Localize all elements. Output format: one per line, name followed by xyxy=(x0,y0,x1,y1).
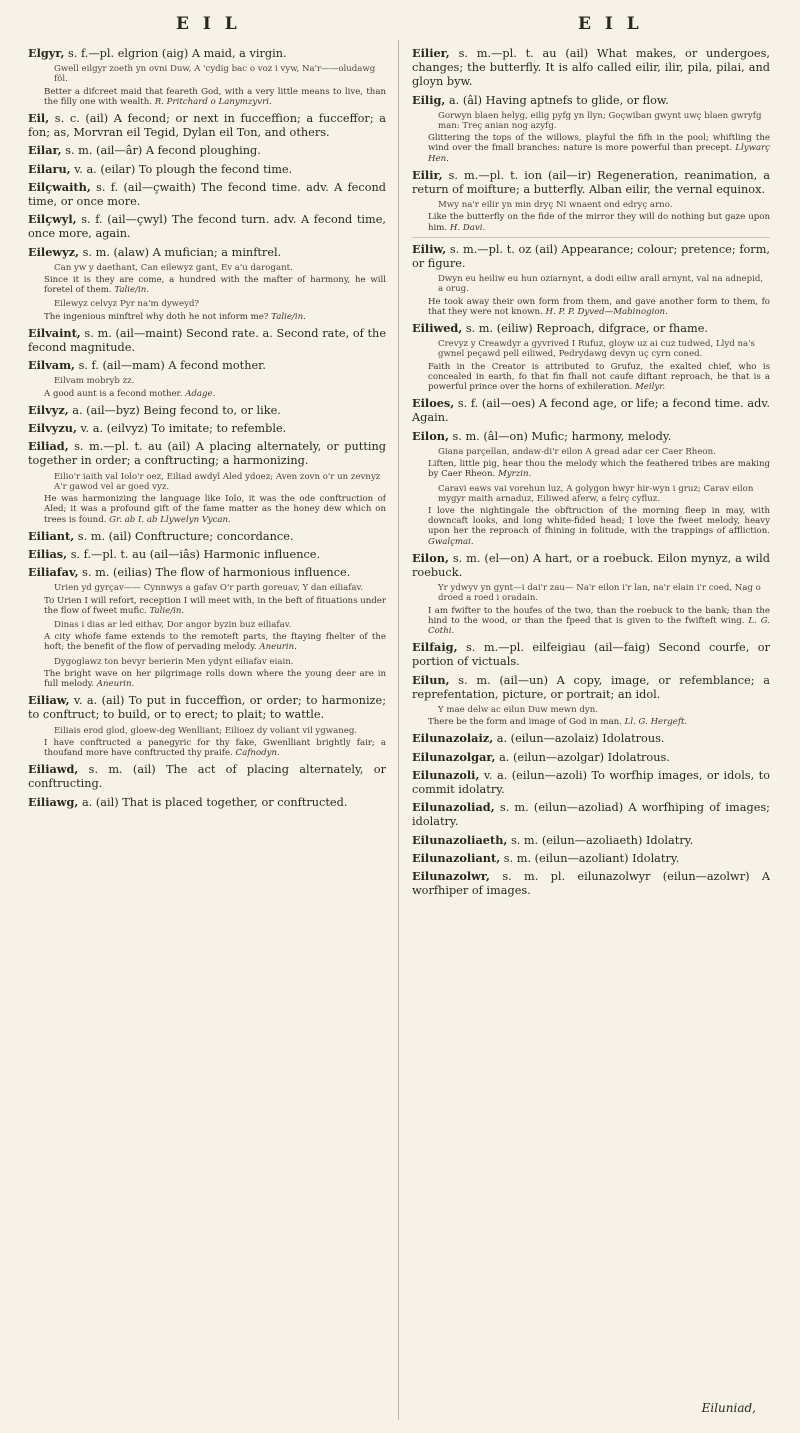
translation xyxy=(44,275,386,295)
headword: Eilias, xyxy=(28,546,68,561)
definition: s. c. (ail) A fecond; or next in fucceffion; a fucceffor; a fon; as, Morvran eil Tegid, Dylan eil Ton, and others. xyxy=(28,112,386,140)
dictionary-entry xyxy=(412,93,770,108)
headword: Eilvam, xyxy=(28,358,75,373)
welsh-quotation: Dygoglawz ton bevyr berierin Men ydynt eiliafav eiain. xyxy=(54,656,294,667)
dictionary-entry xyxy=(28,762,386,791)
headword: Eiliawg, xyxy=(28,794,79,809)
translation xyxy=(44,389,386,399)
separator-rule xyxy=(412,237,770,238)
definition: s. m. (alaw) A mufician; a minftrel. xyxy=(82,245,282,259)
headword: Eilvaint, xyxy=(28,325,81,340)
dictionary-entry xyxy=(28,693,386,722)
definition: v. a. (eilvyz) To imitate; to refemble. xyxy=(80,422,287,436)
headword: Eiliafav, xyxy=(28,565,79,580)
quotation-source: Adage. xyxy=(185,388,216,399)
dictionary-entry xyxy=(28,245,386,260)
translation xyxy=(44,596,386,616)
dictionary-entry xyxy=(412,750,770,765)
quotation-source: Gr. ab I. ab Llywelyn Vycan. xyxy=(109,514,231,525)
dictionary-entry xyxy=(28,180,386,209)
welsh-quotation: Eilio'r iaith val Iolo'r oez, Eiliad awdyl Aled ydoez; Aven zovn o'r un zevnyz A'r gawod vel ar goed vyz. xyxy=(54,471,381,492)
translation-text: He was harmonizing the language like Iolo, it was the ode conftruction of Aled; it was a profound gift of the fame matter as the honey dew which on trees is found. xyxy=(44,494,386,525)
right-column xyxy=(412,46,770,1416)
headword: Eilon, xyxy=(412,428,449,443)
quotation-source: Myrzin. xyxy=(497,469,532,480)
translation xyxy=(428,133,770,164)
headword: Eilunazoliad, xyxy=(412,800,495,815)
translation xyxy=(44,87,386,107)
dictionary-entry xyxy=(28,143,386,158)
welsh-quotation: Urien yd gyrçav—— Cynnwys a gafav O'r parth goreuav, Y dan eiliafav. xyxy=(54,583,364,594)
definition: s. m.—pl. t. au (ail) A placing alternately, or putting together in order; a conftructing; a harmonizing. xyxy=(28,440,386,468)
headword: Eilfaig, xyxy=(412,640,458,655)
headword: Eiliaw, xyxy=(28,693,70,708)
definition: s. m. pl. eilunazolwyr (eilun—azolwr) A worfhiper of images. xyxy=(412,869,770,898)
dictionary-entry xyxy=(28,111,386,140)
definition: s. m. (ail) The act of placing alternately, or conftructing. xyxy=(28,763,386,791)
headword: Eilvyz, xyxy=(28,402,69,417)
translation-text: Glittering the tops of the willows, playful the fifh in the pool; whiftling the wind over the fmall branches: nature is more powerful than precept. xyxy=(428,133,770,154)
headword: Eilunazoliant, xyxy=(412,850,501,865)
quotation-source: Talie/in. xyxy=(271,311,306,322)
dictionary-entry xyxy=(412,429,770,444)
quotation-source: Llywarç Hen. xyxy=(428,143,770,164)
translation-text: I have conftructed a panegyric for thy fake, Gwenlliant brightly fair; a thoufand more have conftructed thy praife. xyxy=(44,737,386,758)
left-column xyxy=(28,46,386,1416)
definition: s. m. (ail—âr) A fecond ploughing. xyxy=(65,144,261,158)
translation-text: Since it is they are come, a hundred with the mafter of harmony, he will foretel of them. xyxy=(44,275,386,296)
definition: v. a. (eilun—azoli) To worfhip images, or idols, to commit idolatry. xyxy=(412,768,770,796)
dictionary-entry xyxy=(28,358,386,373)
headword: Eilaru, xyxy=(28,161,71,176)
translation xyxy=(44,312,386,322)
definition: s. f. (ail—oes) A fecond age, or life; a fecond time. adv. Again. xyxy=(412,397,770,425)
definition: s. m. (âl—on) Mufic; harmony, melody. xyxy=(452,429,672,443)
translation-text: Faith in the Creator is attributed to Grufuz, the exalted chief, who is concealed in earth, fo that fin fhall not caufe diftant reproach, he that is a powerful prince over the horns of exhileration. xyxy=(428,361,770,393)
dictionary-entry xyxy=(412,640,770,669)
welsh-quotation: Caravi eaws vai vorehun luz, A golygon hwyr hir-wyn i gruz; Carav eilon mygyr maith arnaduz, Eiliwed aferw, a feirç cyfluz. xyxy=(438,483,754,504)
running-head-right: E I L xyxy=(578,14,643,34)
definition: s. m. (eilias) The flow of harmonious influence. xyxy=(82,566,351,580)
quotation-source: Meilyr. xyxy=(634,382,666,393)
definition: s. m. (eilun—azoliad) A worfhiping of images; idolatry. xyxy=(412,801,770,829)
dictionary-entry xyxy=(412,551,770,580)
definition: s. m.—pl. t. oz (ail) Appearance; colour; pretence; form, or figure. xyxy=(412,242,770,271)
headword: Eil, xyxy=(28,111,50,126)
translation-text: There be the form and image of God in man. xyxy=(428,717,622,728)
headword: Eiliw, xyxy=(412,241,447,256)
dictionary-entry xyxy=(412,851,770,866)
dictionary-entry xyxy=(28,547,386,562)
quotation-source: R. Pritchard o Lanymzyvri. xyxy=(154,96,272,107)
welsh-quotation: Dinas i dias ar led eithav, Dor angor byzin buz eiliafav. xyxy=(54,619,292,630)
headword: Eilier, xyxy=(412,46,450,60)
dictionary-entry xyxy=(412,168,770,197)
translation-text: A good aunt is a fecond mother. xyxy=(44,388,183,399)
dictionary-entry xyxy=(412,869,770,898)
dictionary-entry xyxy=(28,46,386,61)
dictionary-entry xyxy=(412,396,770,425)
definition: s. m. (el—on) A hart, or a roebuck. Eilon mynyz, a wild roebuck. xyxy=(412,551,770,579)
translation xyxy=(44,494,386,525)
dictionary-entry xyxy=(28,326,386,355)
dictionary-entry xyxy=(412,242,770,271)
quotation-source: Ll. G. Hergeft. xyxy=(624,717,688,728)
dictionary-entry xyxy=(28,162,386,177)
translation xyxy=(428,212,770,232)
headword: Eilçwyl, xyxy=(28,212,77,227)
definition: a. (ail—byz) Being fecond to, or like. xyxy=(72,403,281,417)
welsh-quotation: Gwell eilgyr zoeth yn ovni Duw, A 'cydig bac o voz i vyw, Na'r——oludawg fôl. xyxy=(54,64,376,85)
catchword: Eiluniad, xyxy=(701,1401,756,1415)
definition: v. a. (eilar) To plough the fecond time. xyxy=(74,162,293,176)
definition: s. m. (ail—maint) Second rate. a. Second rate, of the fecond magnitude. xyxy=(28,326,386,355)
definition: s. m. (ail) Conftructure; concordance. xyxy=(77,529,294,543)
headword: Eilunazolaiz, xyxy=(412,731,494,746)
welsh-quotation: Eiliais erod glod, gloew-deg Wenlliant; Eilioez dy voliant vil ygwaneg. xyxy=(54,725,358,736)
welsh-quotation: Dwyn eu heiliw eu hun oziarnynt, a dodi eiliw arall arnynt, val na adnepid, a orug. xyxy=(438,274,764,295)
welsh-quotation: Giana parçellan, andaw-di'r eilon A gread adar cer Caer Rheon. xyxy=(438,446,716,457)
translation xyxy=(428,506,770,547)
definition: s. f.—pl. t. au (ail—iâs) Harmonic influence. xyxy=(70,547,321,561)
translation-text: Liften, little pig, hear thou the melody which the feathered tribes are making by Caer Rheon. xyxy=(428,459,770,480)
dictionary-entry xyxy=(412,321,770,336)
quotation-source: H. P. P. Dyved—Mabinogion. xyxy=(545,306,668,317)
quotation-source: Cafnodyn. xyxy=(235,747,280,758)
dictionary-entry xyxy=(28,403,386,418)
dictionary-entry xyxy=(28,795,386,810)
headword: Eilçwaith, xyxy=(28,179,91,194)
translation-text: The bright wave on her pilgrimage rolls down where the young deer are in full melody. xyxy=(44,668,386,689)
quotation-source: Gwalçmai. xyxy=(428,536,474,547)
dictionary-entry xyxy=(412,800,770,829)
column-divider xyxy=(398,40,399,1420)
translation xyxy=(428,459,770,479)
welsh-quotation: Crevyz y Creawdyr a gyvrived I Rufuz, gloyw uz ai cuz tudwed, Llyd na's gwnel peçawd pell eiliwed, Pedrydawg devyn uç cyrn coned. xyxy=(438,339,755,360)
headword: Eilon, xyxy=(412,550,449,565)
translation-text: The ingenious minftrel why doth he not inform me? xyxy=(44,311,269,322)
quotation-source: H. Davi. xyxy=(449,222,486,233)
dictionary-entry xyxy=(28,439,386,468)
headword: Eilunazoli, xyxy=(412,767,480,782)
headword: Eilunazolwr, xyxy=(412,868,490,883)
translation xyxy=(44,669,386,689)
definition: a. (âl) Having aptnefs to glide, or flow. xyxy=(448,93,669,107)
running-head-left: E I L xyxy=(176,14,241,34)
definition: s. m. (eilun—azoliant) Idolatry. xyxy=(503,851,680,865)
definition: s. m.—pl. eilfeigiau (ail—faig) Second courfe, or portion of victuals. xyxy=(412,641,770,669)
welsh-quotation: Eilewyz celvyz Pyr na'm dyweyd? xyxy=(54,299,200,310)
dictionary-entry xyxy=(412,768,770,797)
definition: s. m. (ail—un) A copy, image, or refemblance; a reprefentation, picture, or portrait; an idol. xyxy=(412,673,770,701)
quotation-source: Aneurin. xyxy=(96,678,135,689)
dictionary-entry xyxy=(28,529,386,544)
dictionary-entry xyxy=(412,46,770,90)
dictionary-entry xyxy=(412,731,770,746)
headword: Eilig, xyxy=(412,92,446,107)
dictionary-entry xyxy=(28,421,386,436)
translation-text: I am fwifter to the houfes of the two, than the roebuck to the bank; than the hind to the wood, or than the fpeed that is given to the fwifteft wing. xyxy=(428,605,770,626)
welsh-quotation: Can yw y daethant, Can eilewyz gant, Ev a'u darogant. xyxy=(54,262,293,273)
headword: Eiliad, xyxy=(28,439,69,454)
translation-text: To Urien I will refort, reception I will meet with, in the beft of fituations under the flow of fweet mufic. xyxy=(44,595,386,616)
dictionary-entry xyxy=(412,673,770,702)
translation xyxy=(44,632,386,652)
definition: a. (ail) That is placed together, or conftructed. xyxy=(81,795,348,809)
translation-text: A city whofe fame extends to the remoteft parts, the ftaying fhelter of the hoft; the benefit of the flow of pervading melody. xyxy=(44,632,386,653)
welsh-quotation: Eilvam mobryb zz. xyxy=(54,376,135,387)
dictionary-entry xyxy=(28,565,386,580)
headword: Elgyr, xyxy=(28,46,65,60)
headword: Eiloes, xyxy=(412,396,455,411)
translation xyxy=(428,717,770,727)
definition: v. a. (ail) To put in fucceffion, or order; to harmonize; to conftruct; to build, or to erect; to plait; to wattle. xyxy=(28,694,386,722)
headword: Eiliawd, xyxy=(28,762,79,777)
definition: s. m.—pl. t. au (ail) What makes, or undergoes, changes; the butterfly. It is alfo called eilir, ilir, pila, pilai, and gloyn byw. xyxy=(412,47,770,89)
headword: Eilun, xyxy=(412,672,450,687)
quotation-source: Talie/in. xyxy=(114,285,150,296)
headword: Eilvyzu, xyxy=(28,421,77,436)
headword: Eilar, xyxy=(28,143,62,158)
headword: Eilunazolgar, xyxy=(412,749,496,764)
definition: s. m. (eiliw) Reproach, difgrace, or fhame. xyxy=(465,322,709,336)
definition: s. m. (eilun—azoliaeth) Idolatry. xyxy=(510,833,694,847)
headword: Eilir, xyxy=(412,167,443,182)
translation xyxy=(428,606,770,637)
welsh-quotation: Y mae delw ac eilun Duw mewn dyn. xyxy=(438,704,598,715)
definition: s. f. (ail—çwaith) The fecond time. adv. A fecond time, or once more. xyxy=(28,180,386,209)
welsh-quotation: Yr ydwyv yn gynt—i dai'r zau— Na'r eilon i'r lan, na'r elain i'r coed, Nag o droed a roed i oradain. xyxy=(438,583,761,604)
headword: Eiliwed, xyxy=(412,321,463,336)
translation xyxy=(428,362,770,393)
quotation-source: Aneurin. xyxy=(259,642,297,653)
welsh-quotation: Gorwyn blaen helyg, eilig pyfg yn llyn; Goçwiban gwynt uwç blaen gwryfg man: Treç anian nog azyfg. xyxy=(438,110,762,132)
dictionary-entry xyxy=(28,212,386,241)
quotation-source: Talie/in. xyxy=(149,605,185,616)
quotation-source: L. G. Cothi. xyxy=(428,615,770,636)
definition: a. (eilun—azolaiz) Idolatrous. xyxy=(496,732,665,746)
headword: Eilunazoliaeth, xyxy=(412,832,508,847)
dictionary-entry xyxy=(412,833,770,848)
definition: s. f. (ail—mam) A fecond mother. xyxy=(78,359,266,373)
definition: s. f.—pl. elgrion (aig) A maid, a virgin. xyxy=(68,47,287,60)
definition: s. f. (ail—çwyl) The fecond turn. adv. A fecond time, once more, again. xyxy=(28,213,386,241)
translation-text: Better a difcreet maid that feareth God, with a very little means to live, than the filly one with wealth. xyxy=(44,86,386,107)
translation-text: I love the nightingale the obftruction of the morning fleep in may, with downcaft looks, and long white-fided head; I love the fweet melody, heavy upon her the reproach of fhining in folitude, with the trappings of affliction. xyxy=(428,505,770,537)
definition: a. (eilun—azolgar) Idolatrous. xyxy=(499,750,670,764)
headword: Eiliant, xyxy=(28,528,75,543)
translation-text: Like the butterfly on the fide of the mirror they will do nothing but gaze upon him. xyxy=(428,212,770,233)
headword: Eilewyz, xyxy=(28,244,80,259)
translation xyxy=(428,297,770,317)
welsh-quotation: Mwy na'r eilir yn min dryç Ni wnaent ond edryç arno. xyxy=(438,200,673,211)
definition: s. m.—pl. t. ion (ail—ir) Regeneration, reanimation, a return of moifture; a butterfly. Alban eilir, the vernal equinox. xyxy=(412,168,770,197)
translation-text: He took away their own form from them, and gave another form to them, fo that they were not known. xyxy=(428,296,770,317)
translation xyxy=(44,738,386,758)
